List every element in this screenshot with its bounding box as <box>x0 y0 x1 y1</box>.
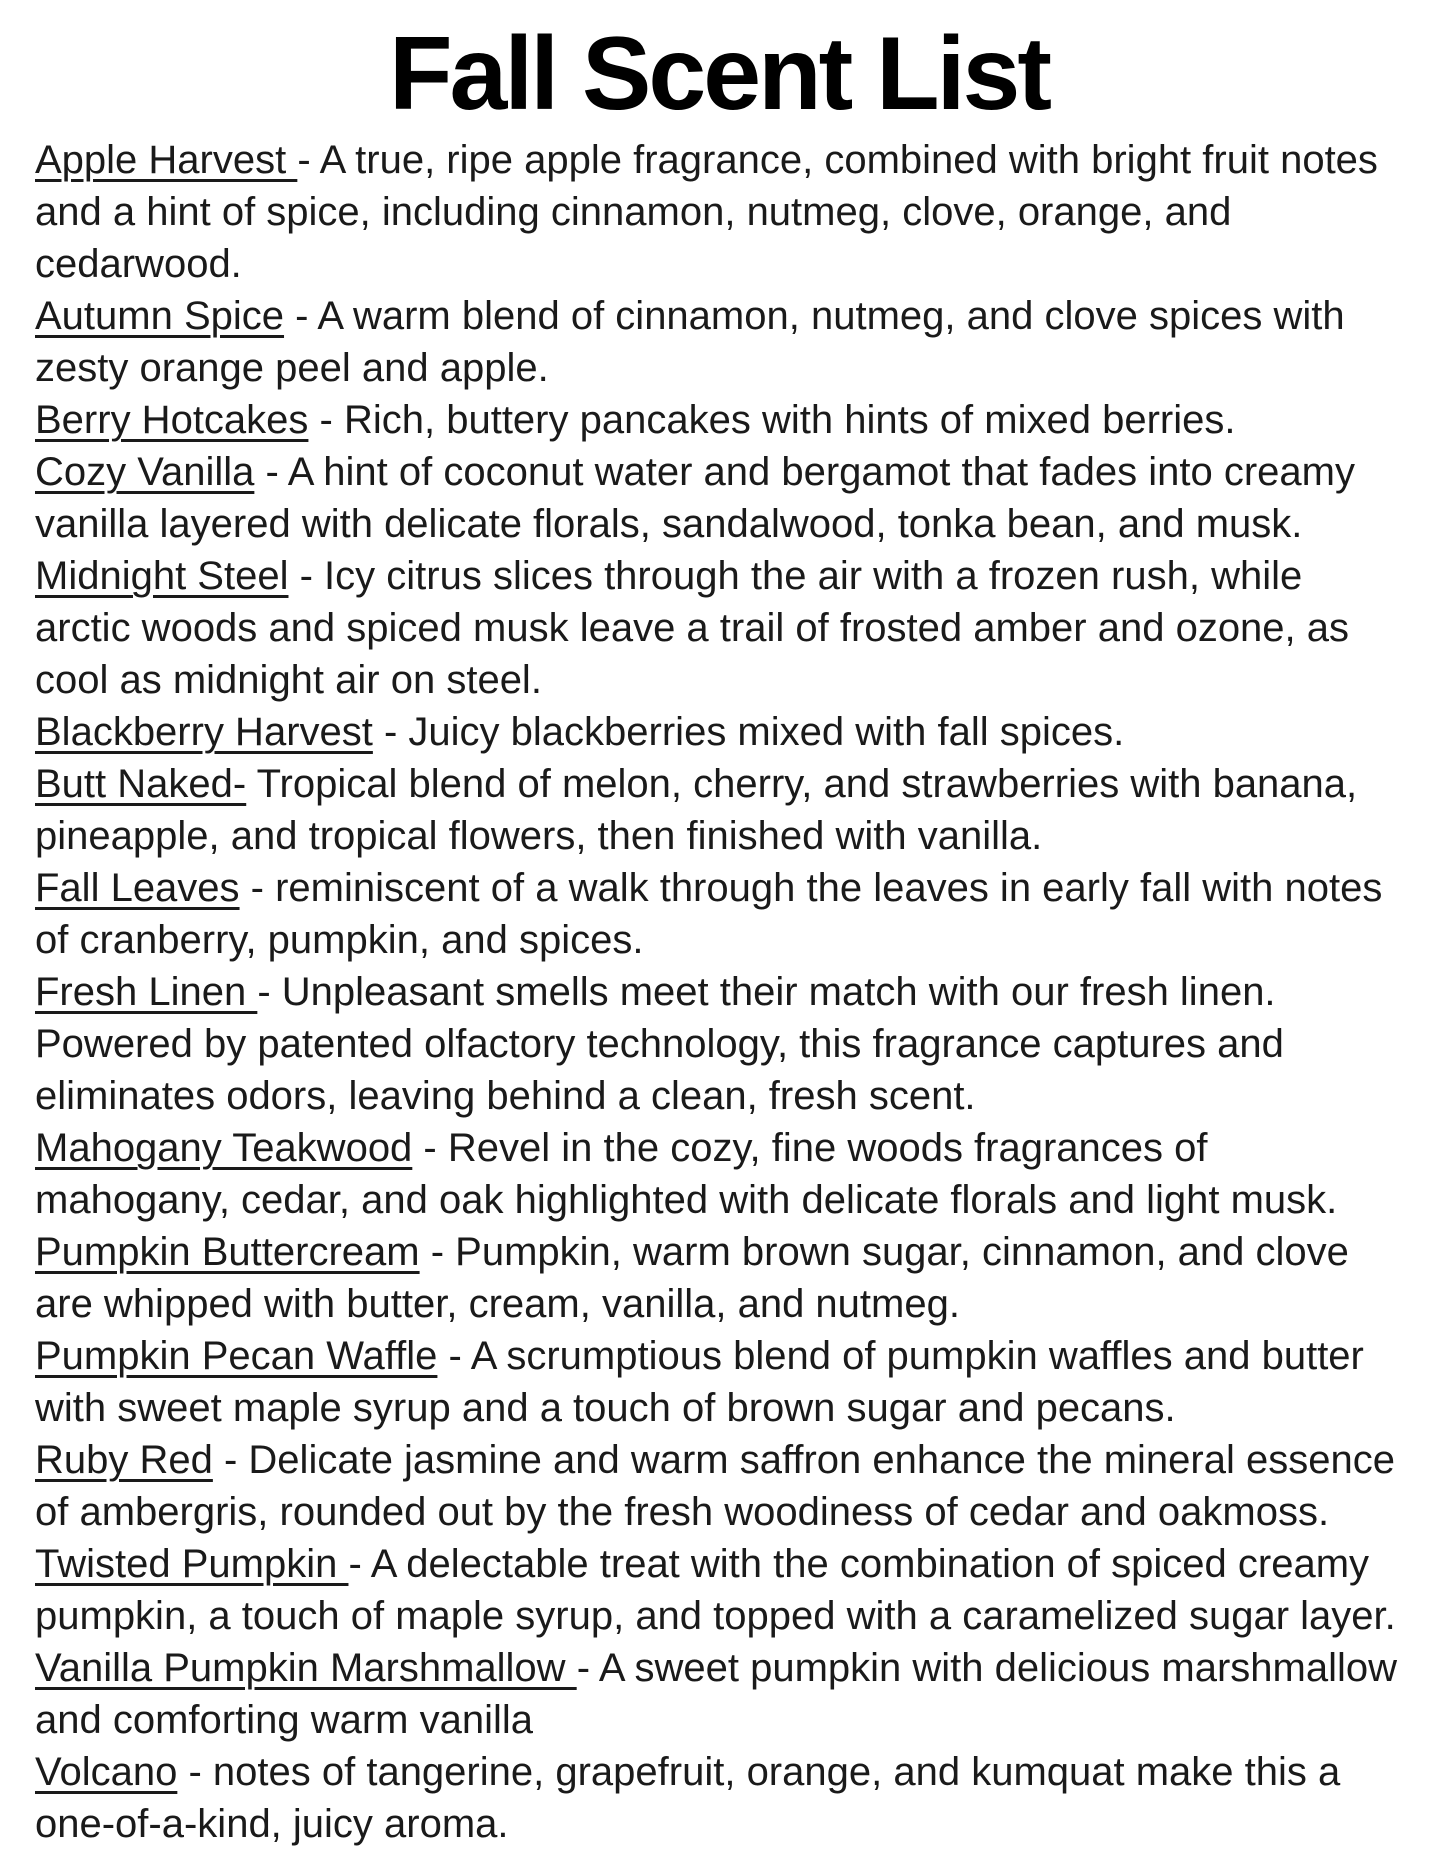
scent-description: - A sweet pumpkin with delicious marshmallow and comforting warm vanilla <box>35 1646 1398 1743</box>
scent-name: Twisted Pumpkin <box>35 1542 349 1587</box>
scent-description: Tropical blend of melon, cherry, and strawberries with banana, pineapple, and tropical flowers, then finished with vanilla. <box>35 762 1358 859</box>
scent-description: - reminiscent of a walk through the leaves in early fall with notes of cranberry, pumpkin, and spices. <box>35 866 1383 963</box>
scent-name: Berry Hotcakes <box>35 398 309 443</box>
scent-entry-midnight-steel <box>35 550 1403 706</box>
scent-name: Vanilla Pumpkin Marshmallow <box>35 1646 577 1691</box>
scent-name: Apple Harvest <box>35 138 298 183</box>
scent-name: Pumpkin Pecan Waffle <box>35 1334 438 1379</box>
scent-entry-ruby-red <box>35 1434 1403 1538</box>
scent-description: - notes of tangerine, grapefruit, orange, and kumquat make this a one-of-a-kind, juicy aroma. <box>35 1750 1341 1847</box>
scent-entry-fall-leaves <box>35 862 1403 966</box>
scent-description: - Unpleasant smells meet their match with our fresh linen. Powered by patented olfactory technology, this fragrance captures and eliminates odors, leaving behind a clean, fresh scent. <box>35 970 1284 1119</box>
scent-name: Blackberry Harvest <box>35 710 373 755</box>
scent-list <box>35 134 1403 1850</box>
scent-entry-vanilla-pumpkin-marshmallow <box>35 1642 1403 1746</box>
scent-name: Midnight Steel <box>35 554 289 599</box>
scent-entry-volcano <box>35 1746 1403 1850</box>
scent-name: Autumn Spice <box>35 294 285 339</box>
scent-entry-autumn-spice <box>35 290 1403 394</box>
scent-description: - A true, ripe apple fragrance, combined with bright fruit notes and a hint of spice, including cinnamon, nutmeg, clove, orange, and cedarwood. <box>35 138 1378 287</box>
scent-description: - Rich, buttery pancakes with hints of mixed berries. <box>308 398 1236 443</box>
scent-entry-pumpkin-pecan-waffle <box>35 1330 1403 1434</box>
scent-entry-mahogany-teakwood <box>35 1122 1403 1226</box>
scent-entry-butt-naked <box>35 758 1403 862</box>
scent-entry-pumpkin-buttercream <box>35 1226 1403 1330</box>
scent-entry-twisted-pumpkin <box>35 1538 1403 1642</box>
scent-name: Butt Naked- <box>35 762 247 807</box>
scent-description: - Juicy blackberries mixed with fall spices. <box>372 710 1125 755</box>
scent-name: Mahogany Teakwood <box>35 1126 413 1171</box>
scent-name: Cozy Vanilla <box>35 450 255 495</box>
page-title: Fall Scent List <box>388 16 1050 132</box>
scent-entry-berry-hotcakes <box>35 394 1403 446</box>
scent-description: - Delicate jasmine and warm saffron enhance the mineral essence of ambergris, rounded out by the fresh woodiness of cedar and oakmoss. <box>35 1438 1395 1535</box>
scent-description: - A warm blend of cinnamon, nutmeg, and clove spices with zesty orange peel and apple. <box>35 294 1345 391</box>
scent-name: Ruby Red <box>35 1438 213 1483</box>
scent-description: - A delectable treat with the combination of spiced creamy pumpkin, a touch of maple syrup, and topped with a caramelized sugar layer. <box>35 1542 1396 1639</box>
scent-description: - Revel in the cozy, fine woods fragrances of mahogany, cedar, and oak highlighted with delicate florals and light musk. <box>35 1126 1338 1223</box>
scent-name: Fresh Linen <box>35 970 258 1015</box>
scent-entry-apple-harvest <box>35 134 1403 290</box>
scent-name: Fall Leaves <box>35 866 240 911</box>
scent-description: - Pumpkin, warm brown sugar, cinnamon, and clove are whipped with butter, cream, vanilla, and nutmeg. <box>35 1230 1349 1327</box>
scent-name: Pumpkin Buttercream <box>35 1230 420 1275</box>
scent-name: Volcano <box>35 1750 178 1795</box>
scent-entry-fresh-linen <box>35 966 1403 1122</box>
scent-description: - A hint of coconut water and bergamot that fades into creamy vanilla layered with delicate florals, sandalwood, tonka bean, and musk. <box>35 450 1355 547</box>
scent-entry-cozy-vanilla <box>35 446 1403 550</box>
scent-description: - A scrumptious blend of pumpkin waffles and butter with sweet maple syrup and a touch of brown sugar and pecans. <box>35 1334 1364 1431</box>
scent-description: - Icy citrus slices through the air with a frozen rush, while arctic woods and spiced musk leave a trail of frosted amber and ozone, as cool as midnight air on steel. <box>35 554 1350 703</box>
scent-entry-blackberry-harvest <box>35 706 1403 758</box>
